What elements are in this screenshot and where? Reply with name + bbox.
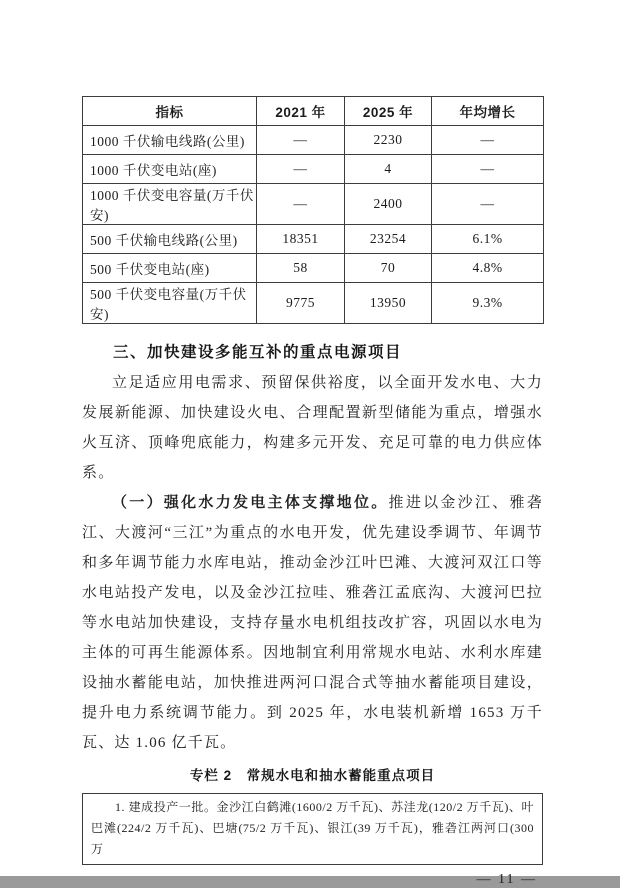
table-row	[83, 155, 544, 184]
table-cell: 18351	[257, 225, 345, 254]
table-cell: 4.8%	[432, 254, 544, 283]
table-cell: 9.3%	[432, 283, 544, 324]
table-header-2025: 2025 年	[345, 97, 432, 126]
table-cell: 1000 千伏输电线路(公里)	[83, 126, 257, 155]
paragraph-lead: （一）强化水力发电主体支撑地位。	[112, 495, 389, 511]
table-cell: —	[432, 184, 544, 225]
table-row	[83, 184, 544, 225]
table-cell: 500 千伏输电线路(公里)	[83, 225, 257, 254]
table-header-2021: 2021 年	[257, 97, 345, 126]
indicators-table	[82, 96, 544, 324]
table-cell: 9775	[257, 283, 345, 324]
table-header-indicator: 指标	[83, 97, 257, 126]
table-row	[83, 283, 544, 324]
table-cell: —	[432, 126, 544, 155]
table-cell: 1000 千伏变电站(座)	[83, 155, 257, 184]
column-box-content: 1. 建成投产一批。金沙江白鹤滩(1600/2 万千瓦)、苏洼龙(120/2 万千瓦)、叶巴滩(224/2 万千瓦)、巴塘(75/2 万千瓦)、银江(39 万千瓦)，雅砻江两河口(300 万	[91, 800, 534, 856]
table-header-row	[83, 97, 544, 126]
table-cell: 1000 千伏变电容量(万千伏安)	[83, 184, 257, 225]
table-cell: 2230	[345, 126, 432, 155]
page-number: — 11 —	[476, 872, 537, 887]
table-cell: 500 千伏变电容量(万千伏安)	[83, 283, 257, 324]
table-row	[83, 254, 544, 283]
table-cell: —	[257, 126, 345, 155]
table-cell: 500 千伏变电站(座)	[83, 254, 257, 283]
table-cell: 4	[345, 155, 432, 184]
table-row	[83, 126, 544, 155]
column-box-title: 专栏 2 常规水电和抽水蓄能重点项目	[189, 768, 436, 783]
column-box	[82, 793, 543, 865]
paragraph-body-text: 推进以金沙江、雅砻江、大渡河“三江”为重点的水电开发，优先建设季调节、年调节和多年调节能力水库电站，推动金沙江叶巴滩、大渡河双江口等水电站投产发电，以及金沙江拉哇、雅砻江孟底沟、大渡河巴拉等水电站加快建设，支持存量水电机组技改扩容，巩固以水电为主体的可再生能源体系。因地制宜利用常规水电站、水利水库建设抽水蓄能电站，加快推进两河口混合式等抽水蓄能项目建设，提升电力系统调节能力。到 2025 年，水电装机新增 1653 万千瓦、达 1.06 亿千瓦。	[82, 495, 543, 751]
table-cell: 2400	[345, 184, 432, 225]
table-cell: 58	[257, 254, 345, 283]
table-cell: —	[257, 155, 345, 184]
table-cell: —	[257, 184, 345, 225]
table-cell: 6.1%	[432, 225, 544, 254]
table-header-growth: 年均增长	[432, 97, 544, 126]
table-cell: 13950	[345, 283, 432, 324]
table-cell: 70	[345, 254, 432, 283]
paragraph-overview: 立足适应用电需求、预留保供裕度，以全面开发水电、大力发展新能源、加快建设火电、合理配置新型储能为重点，增强水火互济、顶峰兜底能力，构建多元开发、充足可靠的电力供应体系。	[82, 375, 543, 481]
paragraph-hydropower	[82, 488, 543, 758]
section-heading: 三、加快建设多能互补的重点电源项目	[113, 344, 403, 361]
table-cell: —	[432, 155, 544, 184]
table-cell: 23254	[345, 225, 432, 254]
table-row	[83, 225, 544, 254]
